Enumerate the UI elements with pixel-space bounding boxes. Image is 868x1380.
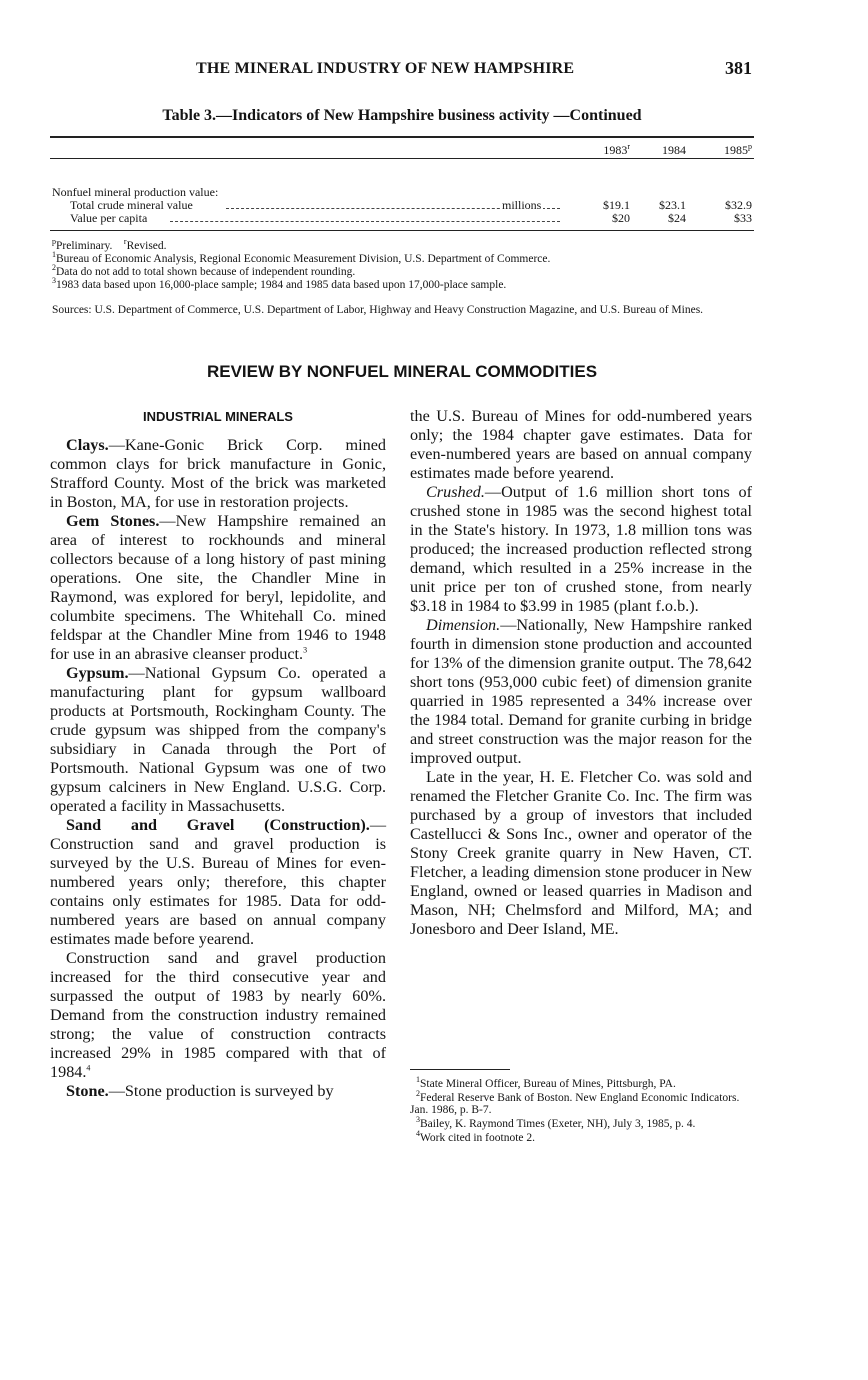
paragraph-sand-gravel-production: Construction sand and gravel production increased for the third consecutive year and surpassed the output of 1983 by nearly 60%. Demand from the construction industry remained strong; the value of construction contracts increased 29% in 1985 compared with that of 1984.$^4$ — [50, 949, 386, 1081]
paragraph-gypsum: Gypsum.—National Gypsum Co. operated a manufacturing plant for gypsum wallboard products at Portsmouth, Rockingham County. The crude gypsum was shipped from the company's subsidiary in Canada through the Port of Portsmouth. National Gypsum was one of two gypsum calciners in New England. U.S.G. Corp. operated a facility in Massachusetts. — [50, 664, 386, 815]
table-cell: $19.1 — [603, 198, 630, 212]
column-header-1984: 1984 — [662, 143, 686, 157]
table-row-per-capita — [70, 211, 570, 225]
paragraph-crushed: Crushed.—Output of 1.6 million short tons of crushed stone in 1985 was the second highest total in the State's history. In 1973, 1.8 million tons was produced; the increased production reflected strong demand, which resulted in a 25% increase in the unit price per ton of crushed stone, from nearly $3.18 in 1984 to $3.99 in 1985 (plant f.o.b.). — [410, 483, 752, 615]
page-number: 381 — [725, 58, 752, 78]
column-header-1985: 1985$^p$ — [724, 142, 752, 157]
table-title: Table 3.—Indicators of New Hampshire business activity —Continued — [162, 107, 642, 124]
paragraph-stone: Stone.—Stone production is surveyed by — [66, 1082, 334, 1100]
column-header-1983: 1983$^r$ — [603, 142, 630, 157]
paragraph-sand-gravel: Sand and Gravel (Construction).—Construction sand and gravel production is surveyed by the U.S. Bureau of Mines for even-numbered years only; therefore, this chapter contains only estimates for 1985. Data for odd-numbered years are based on annual company estimates made before yearend. — [50, 816, 386, 948]
page-footnotes — [410, 1075, 752, 1146]
table-footnote: $^3$1983 data based upon 16,000-place sample; 1984 and 1985 data based upon 17,000-place sample. — [52, 276, 507, 291]
table-footnote: $^1$Bureau of Economic Analysis, Regional Economic Measurement Division, U.S. Department of Commerce. — [52, 250, 551, 265]
paragraph-stone-continued: the U.S. Bureau of Mines for odd-numbered years only; the 1984 chapter gave estimates. Data for even-numbered years are based on annual company estimates made before yearend. — [410, 407, 752, 482]
row-label: Value per capita — [70, 211, 148, 225]
footnote: $^4$Work cited in footnote 2. — [416, 1129, 536, 1144]
table-row-total-value — [70, 198, 570, 212]
table-cell: $23.1 — [659, 198, 686, 212]
footnote: $^1$State Mineral Officer, Bureau of Mines, Pittsburgh, PA. — [416, 1075, 676, 1090]
footnote-rule — [410, 1069, 510, 1070]
table-cell: $33 — [734, 211, 752, 225]
right-column — [410, 407, 752, 939]
running-title: THE MINERAL INDUSTRY OF NEW HAMPSHIRE — [196, 60, 575, 77]
table-top-rule — [50, 136, 754, 138]
table-cell: $20 — [612, 211, 630, 225]
table-group-label: Nonfuel mineral production value: — [52, 185, 219, 199]
table-cell: $24 — [668, 211, 686, 225]
table-cell: $32.9 — [725, 198, 752, 212]
table-sources: Sources: U.S. Department of Commerce, U.S. Department of Labor, Highway and Heavy Construction Magazine, and U.S. Bureau of Mines. — [52, 304, 704, 316]
paragraph-dimension: Dimension.—Nationally, New Hampshire ranked fourth in dimension stone production and accounted for 13% of the dimension granite output. The 78,642 short tons (953,000 cubic feet) of dimension granite quarried in 1985 represented a 34% increase over the 1984 total. Demand for granite curbing in bridge and street construction was the major reason for the improved output. — [410, 616, 752, 767]
paragraph-clays: Clays.—Kane-Gonic Brick Corp. mined common clays for brick manufacture in Gonic, Strafford County. Most of the brick was marketed in Boston, MA, for use in restoration projects. — [50, 436, 386, 511]
paragraph-fletcher: Late in the year, H. E. Fletcher Co. was sold and renamed the Fletcher Granite Co. Inc. The firm was purchased by a group of investors that included Castellucci & Sons Inc., owner and operator of the Stony Creek granite quarry in New Haven, CT. Fletcher, a leading dimension stone producer in New England, owned or leased quarries in Madison and Mason, NH; Chelmsford and Milford, MA; and Jonesboro and Deer Island, ME. — [410, 768, 752, 938]
section-title: REVIEW BY NONFUEL MINERAL COMMODITIES — [206, 362, 598, 381]
footnote: $^2$Federal Reserve Bank of Boston. New England Economic Indicators. Jan. 1986, p. B-7. — [410, 1089, 740, 1116]
footnote: $^3$Bailey, K. Raymond Times (Exeter, NH), July 3, 1985, p. 4. — [416, 1115, 696, 1130]
left-column — [50, 407, 386, 1101]
table-header-rule — [50, 158, 754, 159]
row-unit: millions — [502, 198, 542, 212]
paragraph-gem-stones: Gem Stones.—New Hampshire remained an area of interest to rockhounds and mineral collectors because of a long history of past mining operations. One site, the Chandler Mine in Raymond, was explored for beryl, lepidolite, and columbite specimens. The Whitehall Co. mined feldspar at the Chandler Mine from 1946 to 1948 for use in an abrasive cleanser product.$^3$ — [50, 512, 386, 663]
dot-leader — [170, 221, 560, 222]
row-label: Total crude mineral value — [70, 198, 193, 212]
table-bottom-rule — [50, 230, 754, 231]
table-footnote: $^2$Data do not add to total shown because of independent rounding. — [52, 263, 356, 278]
table-footnote-marks: $^p$Preliminary. $^r$Revised. — [52, 237, 167, 252]
subsection-title: INDUSTRIAL MINERALS — [143, 409, 293, 424]
